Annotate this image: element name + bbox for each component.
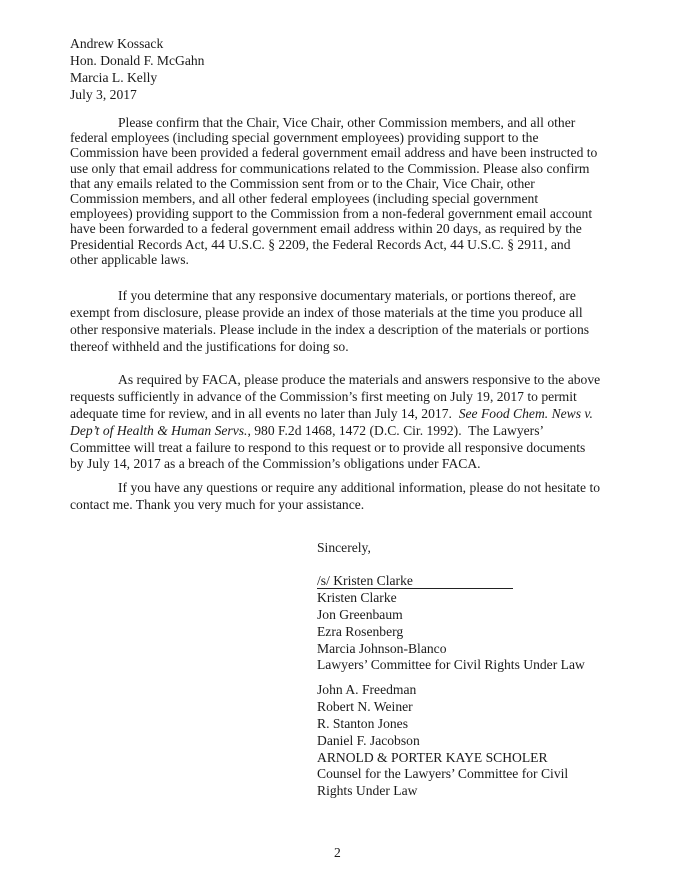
text-line: If you determine that any responsive documentary materials, or portions thereof, are [118,288,576,303]
text-line: federal employees (including special government employees) providing support to the [70,130,539,146]
signer-name: Jon Greenbaum [317,606,403,622]
text-line: Committee will treat a failure to respond to this request or to provide all responsive documents [70,439,586,455]
text-line: employees) providing support to the Commission from a non-federal government email account [70,206,593,222]
text-segment: adequate time for review, and in all events no later than July 14, 2017. [70,405,459,421]
signer-name: Marcia Johnson-Blanco [317,640,447,656]
text-line: other responsive materials. Please include in the index a description of the materials or portions [70,321,590,337]
signer-name: Kristen Clarke [317,589,397,605]
text-line: Please confirm that the Chair, Vice Chair, other Commission members, and all other [118,115,576,130]
text-line: requests sufficiently in advance of the Commission’s first meeting on July 19, 2017 to permit [70,388,577,404]
paragraph-exempt-index [70,288,589,356]
text-line: have been forwarded to a federal government email address within 20 days, as required by the [70,221,582,237]
text-line: by July 14, 2017 as a breach of the Commission’s obligations under FACA. [70,456,481,472]
header-line: Marcia L. Kelly [70,69,158,85]
signature-line: /s/ Kristen Clarke [317,574,513,589]
text-line: that any emails related to the Commission sent from or to the Chair, Vice Chair, other [70,175,535,191]
signer-organization: Lawyers’ Committee for Civil Rights Under Law [317,657,585,673]
text-line: other applicable laws. [70,251,189,267]
paragraph-contact [70,480,600,514]
signature-block [317,573,585,674]
signer-organization: Rights Under Law [317,783,418,799]
text-line: As required by FACA, please produce the materials and answers responsive to the above [118,372,601,387]
header-line: July 3, 2017 [70,86,137,102]
signer-name: R. Stanton Jones [317,715,409,731]
signer-organization: ARNOLD & PORTER KAYE SCHOLER [317,749,548,765]
letter-header [70,36,204,104]
paragraph-email-confirmation [70,115,597,267]
header-line: Hon. Donald F. McGahn [70,52,205,68]
text-line: Commission have been provided a federal government email address and have been instructed to [70,145,598,161]
paragraph-faca-deadline [70,372,600,473]
text-line: contact me. Thank you very much for your assistance. [70,496,365,512]
signer-name: Robert N. Weiner [317,698,413,714]
text-segment: , 980 F.2d 1468, 1472 (D.C. Cir. 1992). The Lawyers’ [247,422,545,438]
text-line [70,406,600,423]
signer-name: Ezra Rosenberg [317,623,404,639]
text-line: use only that email address for communications related to the Commission. Please also confirm [70,160,590,176]
counsel-block [317,682,568,800]
case-citation: Dep’t of Health & Human Servs. [70,422,248,438]
text-line: Commission members, and all other federal employees (including special government [70,190,539,206]
header-line: Andrew Kossack [70,36,164,51]
closing: Sincerely, [317,540,371,555]
signer-name: Daniel F. Jacobson [317,732,420,748]
page-number: 2 [334,845,341,860]
case-citation: See Food Chem. News v. [458,405,593,421]
text-line: If you have any questions or require any additional information, please do not hesitate to [118,480,601,495]
signer-organization: Counsel for the Lawyers’ Committee for Civil [317,766,569,782]
text-line: Presidential Records Act, 44 U.S.C. § 2209, the Federal Records Act, 44 U.S.C. § 2911, and [70,236,571,252]
text-line: exempt from disclosure, please provide an index of those materials at the time you produce all [70,304,583,320]
text-line: thereof withheld and the justifications for doing so. [70,338,349,354]
text-line [70,423,600,440]
signer-name: John A. Freedman [317,682,417,697]
